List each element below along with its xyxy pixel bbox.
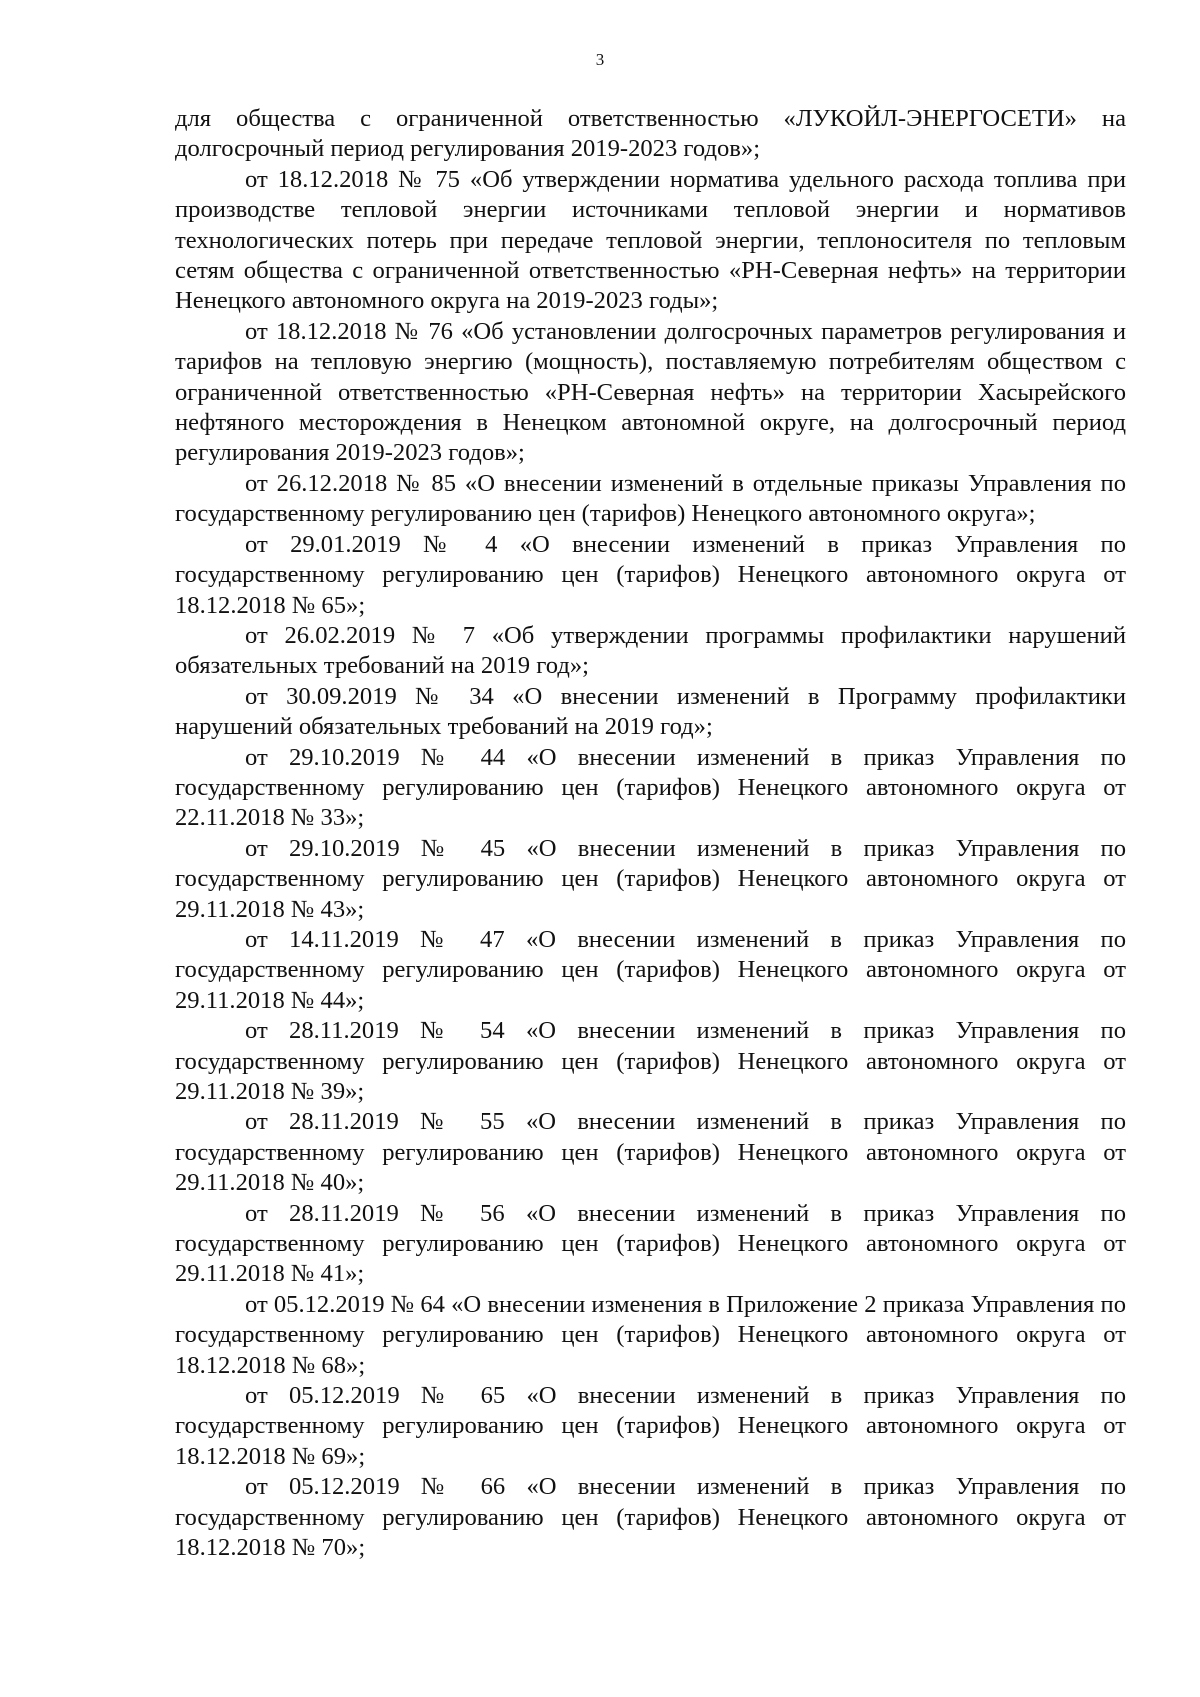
paragraph-order-64: от 05.12.2019 № 64 «О внесении изменения в Приложение 2 приказа Управления по государственному регулированию цен (тарифов) Ненецкого автономного округа от 18.12.2018 № 68»;	[175, 1290, 1126, 1379]
paragraph-order-85: от 26.12.2018 № 85 «О внесении изменений в отдельные приказы Управления по государственному регулированию цен (тарифов) Ненецкого автономного округа»;	[175, 469, 1126, 528]
paragraph-continuation: для общества с ограниченной ответственностью «ЛУКОЙЛ-ЭНЕРГОСЕТИ» на долгосрочный период регулирования 2019-2023 годов»;	[175, 105, 1126, 163]
paragraph-order-54: от 28.11.2019 № 54 «О внесении изменений в приказ Управления по государственному регулированию цен (тарифов) Ненецкого автономного округа от 29.11.2018 № 39»;	[175, 1017, 1126, 1105]
paragraph-order-7: от 26.02.2019 № 7 «Об утверждении программы профилактики нарушений обязательных требований на 2019 год»;	[175, 621, 1126, 680]
paragraph-order-66: от 05.12.2019 № 66 «О внесении изменений в приказ Управления по государственному регулированию цен (тарифов) Ненецкого автономного округа от 18.12.2018 № 70»;	[175, 1473, 1126, 1562]
paragraph-order-45: от 29.10.2019 № 45 «О внесении изменений в приказ Управления по государственному регулированию цен (тарифов) Ненецкого автономного округа от 29.11.2018 № 43»;	[175, 834, 1126, 923]
paragraph-order-4: от 29.01.2019 № 4 «О внесении изменений в приказ Управления по государственному регулированию цен (тарифов) Ненецкого автономного округа от 18.12.2018 № 65»;	[175, 530, 1126, 619]
document-body	[175, 104, 1126, 1564]
paragraph-order-34: от 30.09.2019 № 34 «О внесении изменений в Программу профилактики нарушений обязательных требований на 2019 год»;	[175, 682, 1126, 741]
paragraph-order-56: от 28.11.2019 № 56 «О внесении изменений в приказ Управления по государственному регулированию цен (тарифов) Ненецкого автономного округа от 29.11.2018 № 41»;	[175, 1199, 1126, 1288]
paragraph-order-75: от 18.12.2018 № 75 «Об утверждении норматива удельного расхода топлива при производстве тепловой энергии источниками тепловой энергии и нормативов технологических потерь при передаче тепловой энергии, теплоносителя по тепловым сетям общества с ограниченной ответственностью «РН-Северная нефть» на территории Ненецкого автономного округа на 2019-2023 годы»;	[175, 165, 1126, 315]
paragraph-order-44: от 29.10.2019 № 44 «О внесении изменений в приказ Управления по государственному регулированию цен (тарифов) Ненецкого автономного округа от 22.11.2018 № 33»;	[175, 743, 1126, 832]
page-number: 3	[595, 50, 605, 69]
paragraph-order-47: от 14.11.2019 № 47 «О внесении изменений в приказ Управления по государственному регулированию цен (тарифов) Ненецкого автономного округа от 29.11.2018 № 44»;	[175, 925, 1126, 1014]
paragraph-order-76: от 18.12.2018 № 76 «Об установлении долгосрочных параметров регулирования и тарифов на тепловую энергию (мощность), поставляемую потребителям обществом с ограниченной ответственностью «РН-Северная нефть» на территории Хасырейского нефтяного месторождения в Ненецком автономной округе, на долгосрочный период регулирования 2019-2023 годов»;	[175, 317, 1126, 467]
paragraph-order-55: от 28.11.2019 № 55 «О внесении изменений в приказ Управления по государственному регулированию цен (тарифов) Ненецкого автономного округа от 29.11.2018 № 40»;	[175, 1108, 1126, 1197]
paragraph-order-65: от 05.12.2019 № 65 «О внесении изменений в приказ Управления по государственному регулированию цен (тарифов) Ненецкого автономного округа от 18.12.2018 № 69»;	[175, 1382, 1126, 1470]
